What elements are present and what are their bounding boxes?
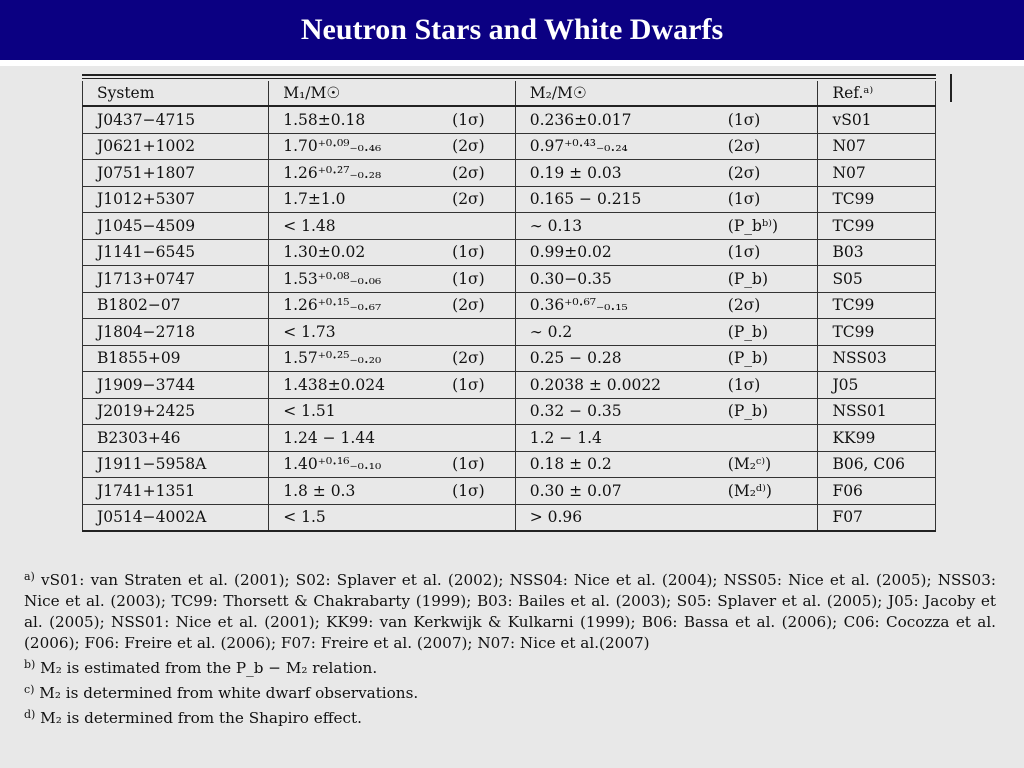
header-m1: M₁/M☉ [269, 81, 516, 106]
cell-m1-error: (2σ) [448, 160, 515, 187]
header-system: System [83, 81, 269, 106]
footnote-c [24, 679, 996, 704]
cell-ref: J05 [818, 372, 936, 399]
cell-ref: S05 [818, 266, 936, 293]
cell-m2-error: (P_b) [724, 266, 818, 293]
footnote-c-text: M₂ is determined from white dwarf observations. [39, 684, 419, 702]
cell-ref: B03 [818, 239, 936, 266]
cell-m1: 1.53⁺⁰·⁰⁸₋₀.₀₆ [269, 266, 448, 293]
cell-ref: vS01 [818, 106, 936, 133]
cell-ref: B06, C06 [818, 451, 936, 478]
cell-m2-error: (1σ) [724, 106, 818, 133]
cell-m2-error: (1σ) [724, 372, 818, 399]
cell-ref: TC99 [818, 292, 936, 319]
cell-ref: NSS01 [818, 398, 936, 425]
table-row [83, 425, 936, 452]
cell-m1: 1.40⁺⁰·¹⁶₋₀.₁₀ [269, 451, 448, 478]
table-row [83, 504, 936, 531]
cell-system: J0751+1807 [83, 160, 269, 187]
cell-m2-error: (P_bᵇ⁾) [724, 213, 818, 240]
cell-system: J1909−3744 [83, 372, 269, 399]
cell-m2: 0.25 − 0.28 [515, 345, 724, 372]
cell-ref: F06 [818, 478, 936, 505]
mass-table-wrapper [82, 74, 936, 532]
footnote-a [24, 566, 996, 654]
slide-content [0, 66, 1024, 768]
footnote-a-text: vS01: van Straten et al. (2001); S02: Splaver et al. (2002); NSS04: Nice et al. (2004); NSS05: Nice et al. (2005); NSS03: Nice et al. (2003); TC99: Thorsett & Chakrabarty (1999); B03: Bailes et al. (2003); S05: Splaver et al. (2005); J05: Jacoby et al. (2005); NSS01: Nice et al. (2001); KK99: van Kerkwijk & Kulkarni (1999); B06: Bassa et al. (2006); C06: Cocozza et al. (2006); F06: Freire et al. (2006); F07: Freire et al. (2007); N07: Nice et al.(2007) [24, 571, 996, 652]
cell-ref: TC99 [818, 319, 936, 346]
footnotes [24, 566, 996, 729]
cell-m2: 0.99±0.02 [515, 239, 724, 266]
cell-system: J0514−4002A [83, 504, 269, 531]
cell-system: J1713+0747 [83, 266, 269, 293]
cell-m2-error: (P_b) [724, 398, 818, 425]
cell-m1: < 1.51 [269, 398, 448, 425]
cell-m1-error [448, 398, 515, 425]
footnote-d [24, 704, 996, 729]
cell-m2: 0.165 − 0.215 [515, 186, 724, 213]
cell-system: J1045−4509 [83, 213, 269, 240]
cell-m1-error: (1σ) [448, 478, 515, 505]
table-row [83, 292, 936, 319]
cell-m1: < 1.73 [269, 319, 448, 346]
cell-m2-error [724, 504, 818, 531]
cell-system: J1911−5958A [83, 451, 269, 478]
cell-m1-error [448, 504, 515, 531]
title-bar [0, 0, 1024, 60]
cell-ref: KK99 [818, 425, 936, 452]
cell-m1: 1.30±0.02 [269, 239, 448, 266]
cell-m2: ∼ 0.2 [515, 319, 724, 346]
cell-system: J0437−4715 [83, 106, 269, 133]
footnote-b-marker: b) [24, 658, 36, 671]
cell-m1-error: (2σ) [448, 186, 515, 213]
cell-m1-error [448, 213, 515, 240]
cell-m1: 1.8 ± 0.3 [269, 478, 448, 505]
cell-ref: TC99 [818, 213, 936, 240]
cell-m2: 0.30 ± 0.07 [515, 478, 724, 505]
footnote-b-text: M₂ is estimated from the P_b − M₂ relation. [40, 659, 378, 677]
slide-title: Neutron Stars and White Dwarfs [300, 13, 724, 46]
footnote-a-marker: a) [24, 570, 35, 583]
cell-m1: 1.57⁺⁰·²⁵₋₀.₂₀ [269, 345, 448, 372]
table-header-row [83, 81, 936, 106]
cell-m2: 0.19 ± 0.03 [515, 160, 724, 187]
cell-m2-error: (P_b) [724, 319, 818, 346]
cell-m2: 0.32 − 0.35 [515, 398, 724, 425]
cell-m2: 0.30−0.35 [515, 266, 724, 293]
cell-m1-error: (2σ) [448, 345, 515, 372]
cell-system: B2303+46 [83, 425, 269, 452]
cell-m1: < 1.48 [269, 213, 448, 240]
footnote-b [24, 654, 996, 679]
cell-m1-error [448, 425, 515, 452]
cell-ref: F07 [818, 504, 936, 531]
cell-m1-error: (2σ) [448, 292, 515, 319]
cell-m1-error: (1σ) [448, 451, 515, 478]
cell-system: J2019+2425 [83, 398, 269, 425]
table-row [83, 345, 936, 372]
table-row [83, 372, 936, 399]
cell-m2: 1.2 − 1.4 [515, 425, 724, 452]
cell-m2: 0.236±0.017 [515, 106, 724, 133]
table-edge-bar [950, 74, 952, 102]
cell-m2-error: (P_b) [724, 345, 818, 372]
cell-ref: N07 [818, 160, 936, 187]
cell-ref: NSS03 [818, 345, 936, 372]
cell-m2: 0.97⁺⁰·⁴³₋₀.₂₄ [515, 133, 724, 160]
table-row [83, 478, 936, 505]
cell-m1-error: (1σ) [448, 266, 515, 293]
table-row [83, 319, 936, 346]
cell-m2-error [724, 425, 818, 452]
footnote-c-marker: c) [24, 683, 35, 696]
cell-ref: N07 [818, 133, 936, 160]
cell-system: J1012+5307 [83, 186, 269, 213]
cell-m2-error: (2σ) [724, 292, 818, 319]
cell-ref: TC99 [818, 186, 936, 213]
cell-m1: 1.70⁺⁰·⁰⁹₋₀.₄₆ [269, 133, 448, 160]
cell-system: J1141−6545 [83, 239, 269, 266]
cell-m1-error [448, 319, 515, 346]
cell-m2-error: (M₂ᶜ⁾) [724, 451, 818, 478]
cell-m2: > 0.96 [515, 504, 724, 531]
table-row [83, 106, 936, 133]
table-row [83, 213, 936, 240]
cell-system: B1855+09 [83, 345, 269, 372]
cell-system: B1802−07 [83, 292, 269, 319]
footnote-d-marker: d) [24, 708, 36, 721]
table-body [83, 106, 936, 531]
table-row [83, 398, 936, 425]
table-row [83, 451, 936, 478]
cell-m1: < 1.5 [269, 504, 448, 531]
cell-m2: ∼ 0.13 [515, 213, 724, 240]
cell-m1: 1.26⁺⁰·²⁷₋₀.₂₈ [269, 160, 448, 187]
cell-m2-error: (M₂ᵈ⁾) [724, 478, 818, 505]
cell-m1: 1.438±0.024 [269, 372, 448, 399]
cell-m1: 1.26⁺⁰·¹⁵₋₀.₆₇ [269, 292, 448, 319]
cell-m2: 0.36⁺⁰·⁶⁷₋₀.₁₅ [515, 292, 724, 319]
cell-m1-error: (1σ) [448, 239, 515, 266]
header-m2: M₂/M☉ [515, 81, 818, 106]
cell-m1-error: (2σ) [448, 133, 515, 160]
cell-m2-error: (2σ) [724, 160, 818, 187]
table-row [83, 266, 936, 293]
cell-m2: 0.18 ± 0.2 [515, 451, 724, 478]
header-ref: Ref.ᵃ⁾ [818, 81, 936, 106]
cell-m2-error: (2σ) [724, 133, 818, 160]
cell-m2-error: (1σ) [724, 239, 818, 266]
table-row [83, 186, 936, 213]
table-row [83, 239, 936, 266]
cell-m1: 1.58±0.18 [269, 106, 448, 133]
table-row [83, 160, 936, 187]
cell-m1-error: (1σ) [448, 372, 515, 399]
cell-m2-error: (1σ) [724, 186, 818, 213]
cell-m1-error: (1σ) [448, 106, 515, 133]
cell-system: J0621+1002 [83, 133, 269, 160]
cell-system: J1741+1351 [83, 478, 269, 505]
cell-m1: 1.24 − 1.44 [269, 425, 448, 452]
cell-m1: 1.7±1.0 [269, 186, 448, 213]
mass-table [82, 81, 936, 532]
footnote-d-text: M₂ is determined from the Shapiro effect. [40, 709, 362, 727]
table-row [83, 133, 936, 160]
cell-m2: 0.2038 ± 0.0022 [515, 372, 724, 399]
cell-system: J1804−2718 [83, 319, 269, 346]
